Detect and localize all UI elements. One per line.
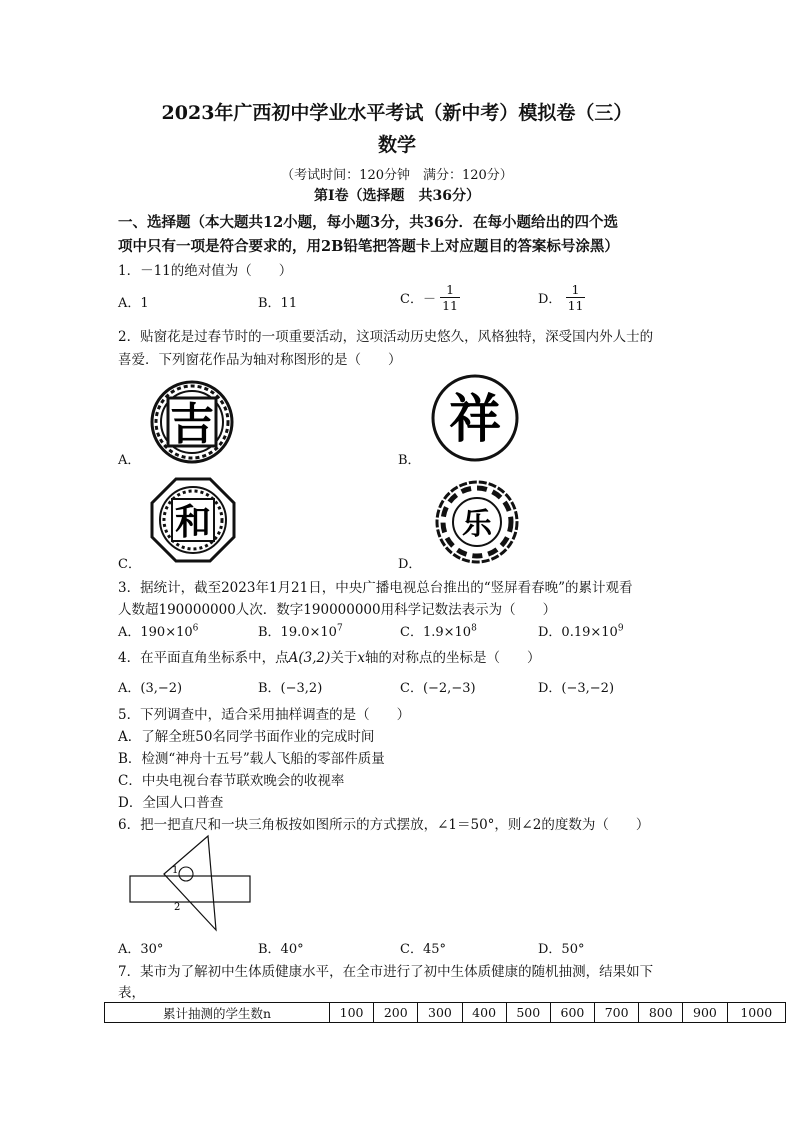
q6-option-c: C．45° (400, 942, 446, 957)
q5-stem: 5．下列调查中，适合采用抽样调查的是（ ） (118, 707, 411, 723)
table-cell: 300 (418, 1003, 462, 1023)
ruler-triangle-figure (128, 834, 258, 934)
section-heading-line1: 一、选择题（本大题共12小题，每小题3分，共36分．在每小题给出的四个选 (118, 214, 618, 231)
q2-line1: 2．贴窗花是过春节时的一项重要活动，这项活动历史悠久，风格独特，深受国内外人士的 (118, 329, 654, 345)
q1-option-c: C．－ $\frac{1}{11}$ (400, 282, 458, 313)
q2-label-c: C． (118, 557, 141, 572)
q7-line2: 表， (118, 985, 145, 1001)
table-cell: 1000 (727, 1003, 785, 1023)
q3-line2: 人数超190000000人次．数字190000000用科学记数法表示为（ ） (118, 602, 557, 618)
q1-option-b: B．11 (258, 296, 298, 311)
table-row (105, 1003, 786, 1023)
angle-1-label: 1 (172, 865, 179, 876)
q5-option-d: D．全国人口普查 (118, 795, 224, 811)
q4-option-d: D．(−3,−2) (538, 681, 615, 696)
table-cell: 600 (550, 1003, 594, 1023)
q5-option-b: B．检测“神舟十五号”载人飞船的零部件质量 (118, 751, 385, 767)
q4-option-b: B．(−3,2) (258, 681, 323, 696)
table-cell: 900 (683, 1003, 727, 1023)
table-cell: 500 (506, 1003, 550, 1023)
paper-cut-c-image (150, 477, 236, 563)
paper-cut-a-char: 吉 (170, 399, 214, 450)
paper-cut-b-image (430, 373, 520, 463)
q3-line1: 3．据统计，截至2023年1月21日，中央广播电视总台推出的“竖屏看春晚”的累计观看 (118, 580, 633, 596)
q2-line2: 喜爱．下列窗花作品为轴对称图形的是（ ） (118, 352, 402, 368)
q1-fraction-d: $\frac{1}{11}$ (567, 282, 584, 313)
paper-cut-a-image (150, 380, 234, 464)
subject-title: 数学 (377, 134, 416, 156)
q3-option-a: A．$190\times 10^6$ (118, 623, 199, 640)
q5-option-a: A．了解全班50名同学书面作业的完成时间 (118, 729, 375, 745)
q2-label-a: A． (118, 453, 141, 468)
table-cell: 700 (595, 1003, 639, 1023)
angle-2-label: 2 (174, 902, 181, 913)
table-cell: 200 (374, 1003, 418, 1023)
q4-option-c: C．(−2,−3) (400, 681, 476, 696)
q6-stem: 6．把一把直尺和一块三角板按如图所示的方式摆放，∠1＝50°，则∠2的度数为（ ） (118, 817, 650, 833)
exam-info: （考试时间：120分钟 满分：120分） (281, 168, 513, 183)
q6-option-b: B．40° (258, 942, 304, 957)
table-cell: 800 (639, 1003, 683, 1023)
table-cell: 100 (330, 1003, 374, 1023)
section-heading-line2: 项中只有一项是符合要求的，用2B铅笔把答题卡上对应题目的答案标号涂黑） (118, 238, 619, 255)
paper-cut-d-image (434, 479, 520, 565)
q1-fraction-c: $\frac{1}{11}$ (442, 282, 458, 313)
exam-title: 2023年广西初中学业水平考试（新中考）模拟卷（三） (161, 102, 633, 124)
q3-option-c: C．$1.9\times 10^8$ (400, 623, 477, 640)
q2-label-b: B． (398, 453, 421, 468)
table-row-header: 累计抽测的学生数n (105, 1003, 330, 1023)
q4-stem: 4．在平面直角坐标系中，点A(3,2)关于x轴的对称点的坐标是（ ） (118, 650, 541, 666)
q6-option-d: D．50° (538, 942, 585, 957)
q7-sampling-table (104, 1002, 786, 1023)
paper-cut-b-char: 祥 (448, 389, 502, 450)
q1-option-d: D． $\frac{1}{11}$ (538, 282, 584, 313)
q3-option-d: D．$0.19\times 10^9$ (538, 623, 624, 640)
q6-option-a: A．30° (118, 942, 164, 957)
q1-stem: 1．－11的绝对值为（ ） (118, 263, 293, 279)
part-title: 第Ⅰ卷（选择题 共36分） (313, 188, 481, 204)
q7-line1: 7．某市为了解初中生体质健康水平，在全市进行了初中生体质健康的随机抽测，结果如下 (118, 964, 654, 980)
q1-option-a: A．1 (118, 296, 149, 311)
q3-option-b: B．$19.0\times 10^7$ (258, 623, 343, 640)
q5-option-c: C．中央电视台春节联欢晚会的收视率 (118, 773, 345, 789)
q4-option-a: A．(3,−2) (118, 681, 183, 696)
table-cell: 400 (462, 1003, 506, 1023)
paper-cut-d-char: 乐 (462, 507, 492, 542)
paper-cut-c-char: 和 (174, 501, 212, 543)
q2-label-d: D． (398, 557, 422, 572)
